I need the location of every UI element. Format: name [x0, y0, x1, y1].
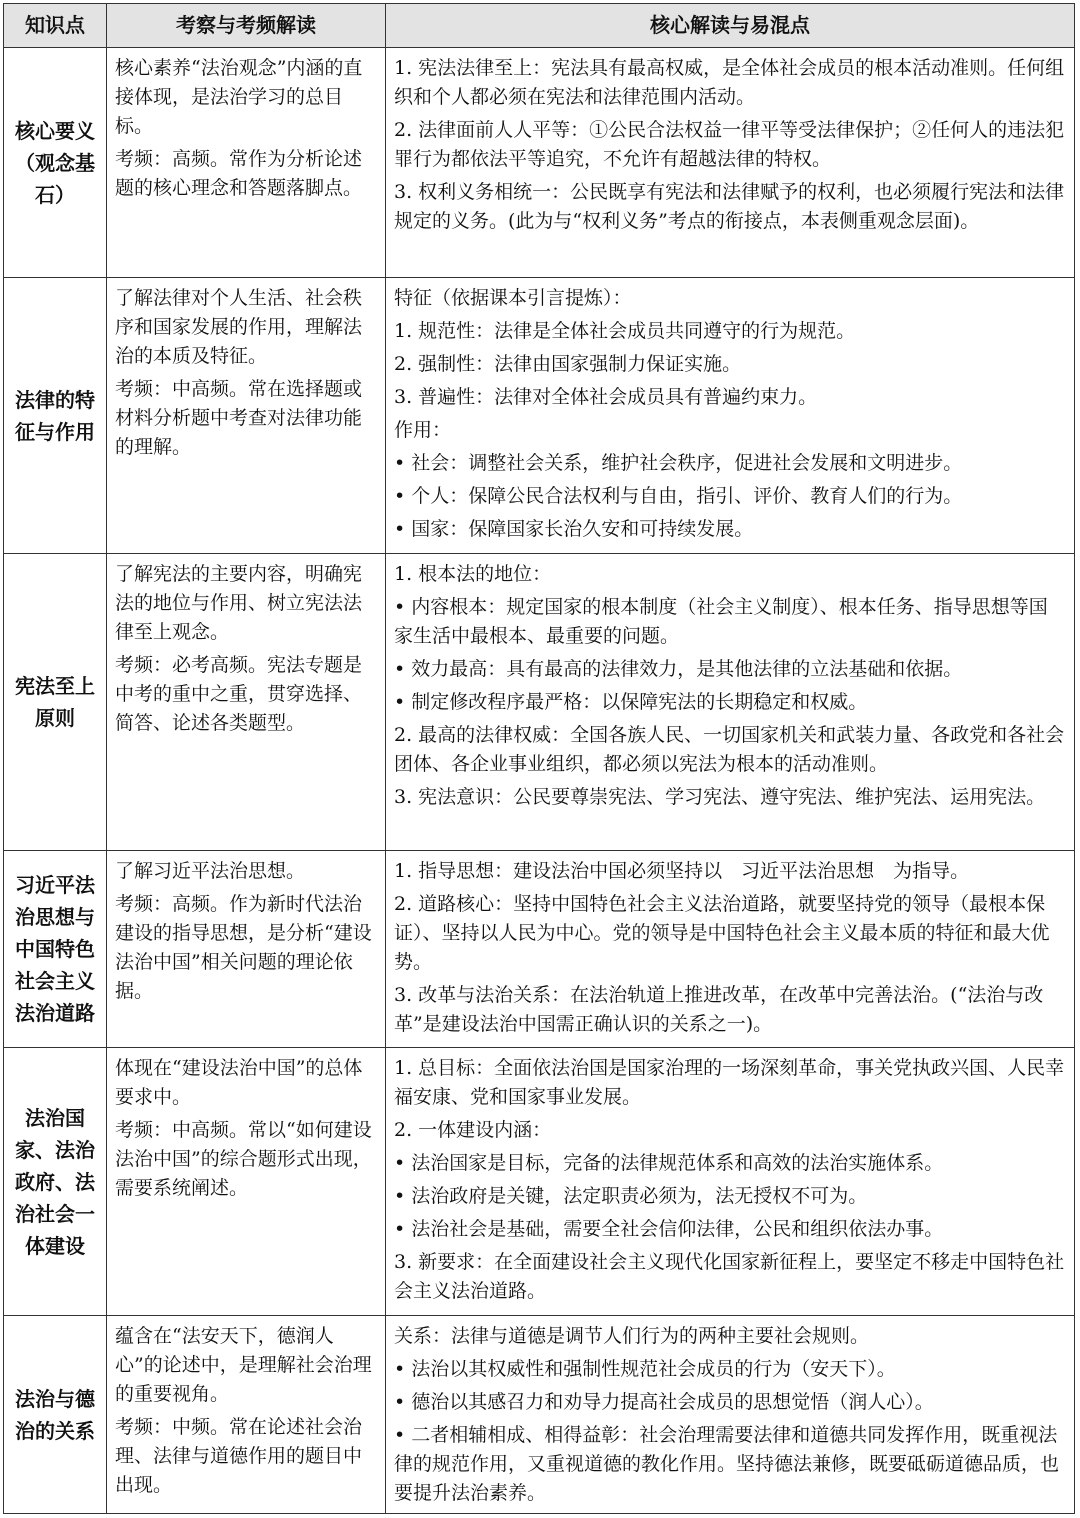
- exam-desc: 了解习近平法治思想。: [115, 860, 306, 882]
- core-line: • 二者相辅相成、相得益彰：社会治理需要法律和道德共同发挥作用，既重视法律的规范作用，又重视道德的教化作用。坚持德法兼修，既要砥砺道德品质，也要提升法治素养。: [394, 1424, 1060, 1504]
- core-line: 2. 一体建设内涵：: [394, 1119, 552, 1141]
- knowledge-table: [3, 3, 1075, 1514]
- core-line: • 效力最高：具有最高的法律效力，是其他法律的立法基础和依据。: [394, 658, 963, 680]
- exam-desc: 核心素养“法治观念”内涵的直接体现，是法治学习的总目标。: [115, 57, 363, 137]
- table-row: [4, 851, 1075, 1048]
- core-line: 3. 宪法意识：公民要尊崇宪法、学习宪法、遵守宪法、维护宪法、运用宪法。: [394, 786, 1046, 808]
- core-line: • 社会：调整社会关系，维护社会秩序，促进社会发展和文明进步。: [394, 452, 963, 474]
- core-line: 1. 规范性：法律是全体社会成员共同遵守的行为规范。: [394, 320, 856, 342]
- topic-cell: 核心要义（观念基石）: [4, 48, 107, 278]
- topic-cell: 宪法至上原则: [4, 554, 107, 851]
- core-line: 1. 总目标：全面依法治国是国家治理的一场深刻革命，事关党执政兴国、人民幸福安康、党和国家事业发展。: [394, 1057, 1065, 1108]
- core-line: 3. 权利义务相统一：公民既享有宪法和法律赋予的权利，也必须履行宪法和法律规定的义务。(此为与“权利义务”考点的衔接点，本表侧重观念层面)。: [394, 181, 1065, 232]
- core-line: • 内容根本：规定国家的根本制度（社会主义制度）、根本任务、指导思想等国家生活中最根本、最重要的问题。: [394, 596, 1048, 647]
- topic-cell: 法治与德治的关系: [4, 1316, 107, 1514]
- core-line: • 法治以其权威性和强制性规范社会成员的行为（安天下）。: [394, 1358, 896, 1380]
- header-topic: 知识点: [4, 4, 107, 48]
- core-line: 1. 根本法的地位：: [394, 563, 552, 585]
- exam-cell: [107, 554, 386, 851]
- core-line: 1. 宪法法律至上：宪法具有最高权威，是全体社会成员的根本活动准则。任何组织和个人都必须在宪法和法律范围内活动。: [394, 57, 1065, 108]
- core-line: 1. 指导思想：建设法治中国必须坚持以 习近平法治思想 为指导。: [394, 860, 970, 882]
- exam-cell: [107, 1048, 386, 1316]
- core-line: 关系：法律与道德是调节人们行为的两种主要社会规则。: [394, 1325, 870, 1347]
- table-header-row: [4, 4, 1075, 48]
- exam-cell: [107, 1316, 386, 1514]
- header-exam: 考察与考频解读: [107, 4, 386, 48]
- exam-frequency: 考频：必考高频。宪法专题是中考的重中之重，贯穿选择、简答、论述各类题型。: [115, 654, 363, 734]
- core-line: • 国家：保障国家长治久安和可持续发展。: [394, 518, 754, 540]
- core-cell: [386, 851, 1075, 1048]
- core-line: 作用：: [394, 419, 452, 441]
- core-line: • 法治国家是目标，完备的法律规范体系和高效的法治实施体系。: [394, 1152, 944, 1174]
- core-line: • 个人：保障公民合法权利与自由，指引、评价、教育人们的行为。: [394, 485, 963, 507]
- core-line: 3. 普遍性：法律对全体社会成员具有普遍约束力。: [394, 386, 818, 408]
- core-line: • 法治政府是关键，法定职责必须为，法无授权不可为。: [394, 1185, 868, 1207]
- core-cell: [386, 278, 1075, 554]
- exam-frequency: 考频：高频。常作为分析论述题的核心理念和答题落脚点。: [115, 148, 363, 199]
- exam-desc: 了解法律对个人生活、社会秩序和国家发展的作用，理解法治的本质及特征。: [115, 287, 363, 367]
- header-core: 核心解读与易混点: [386, 4, 1075, 48]
- exam-cell: [107, 48, 386, 278]
- core-line: • 法治社会是基础，需要全社会信仰法律，公民和组织依法办事。: [394, 1218, 944, 1240]
- exam-frequency: 考频：高频。作为新时代法治建设的指导思想，是分析“建设法治中国”相关问题的理论依据。: [115, 893, 372, 1002]
- table-row: [4, 1048, 1075, 1316]
- exam-cell: [107, 851, 386, 1048]
- exam-frequency: 考频：中频。常在论述社会治理、法律与道德作用的题目中出现。: [115, 1416, 363, 1496]
- exam-desc: 体现在“建设法治中国”的总体要求中。: [115, 1057, 363, 1108]
- core-line: • 制定修改程序最严格：以保障宪法的长期稳定和权威。: [394, 691, 868, 713]
- core-line: 2. 最高的法律权威：全国各族人民、一切国家机关和武装力量、各政党和各社会团体、各企业事业组织，都必须以宪法为根本的活动准则。: [394, 724, 1065, 775]
- exam-desc: 蕴含在“法安天下，德润人心”的论述中，是理解社会治理的重要视角。: [115, 1325, 372, 1405]
- core-line: 2. 法律面前人人平等：①公民合法权益一律平等受法律保护；②任何人的违法犯罪行为都依法平等追究，不允许有超越法律的特权。: [394, 119, 1065, 170]
- core-line: • 德治以其感召力和劝导力提高社会成员的思想觉悟（润人心）。: [394, 1391, 934, 1413]
- core-cell: [386, 48, 1075, 278]
- core-line: 2. 道路核心：坚持中国特色社会主义法治道路，就要坚持党的领导（最根本保证）、坚持以人民为中心。党的领导是中国特色社会主义最本质的特征和最大优势。: [394, 893, 1050, 973]
- table-row: [4, 278, 1075, 554]
- core-cell: [386, 1048, 1075, 1316]
- core-line: 2. 强制性：法律由国家强制力保证实施。: [394, 353, 742, 375]
- core-line: 3. 改革与法治关系：在法治轨道上推进改革，在改革中完善法治。(“法治与改革”是建设法治中国需正确认识的关系之一)。: [394, 984, 1044, 1035]
- topic-cell: 法律的特征与作用: [4, 278, 107, 554]
- core-cell: [386, 1316, 1075, 1514]
- topic-cell: 法治国家、法治政府、法治社会一体建设: [4, 1048, 107, 1316]
- topic-cell: 习近平法治思想与中国特色社会主义法治道路: [4, 851, 107, 1048]
- table-row: [4, 48, 1075, 278]
- core-line: 特征（依据课本引言提炼）：: [394, 287, 632, 309]
- exam-cell: [107, 278, 386, 554]
- exam-frequency: 考频：中高频。常在选择题或材料分析题中考查对法律功能的理解。: [115, 378, 363, 458]
- core-cell: [386, 554, 1075, 851]
- exam-frequency: 考频：中高频。常以“如何建设法治中国”的综合题形式出现，需要系统阐述。: [115, 1119, 372, 1199]
- table-row: [4, 1316, 1075, 1514]
- exam-desc: 了解宪法的主要内容，明确宪法的地位与作用、树立宪法法律至上观念。: [115, 563, 363, 643]
- core-line: 3. 新要求：在全面建设社会主义现代化国家新征程上，要坚定不移走中国特色社会主义法治道路。: [394, 1251, 1065, 1302]
- table-row: [4, 554, 1075, 851]
